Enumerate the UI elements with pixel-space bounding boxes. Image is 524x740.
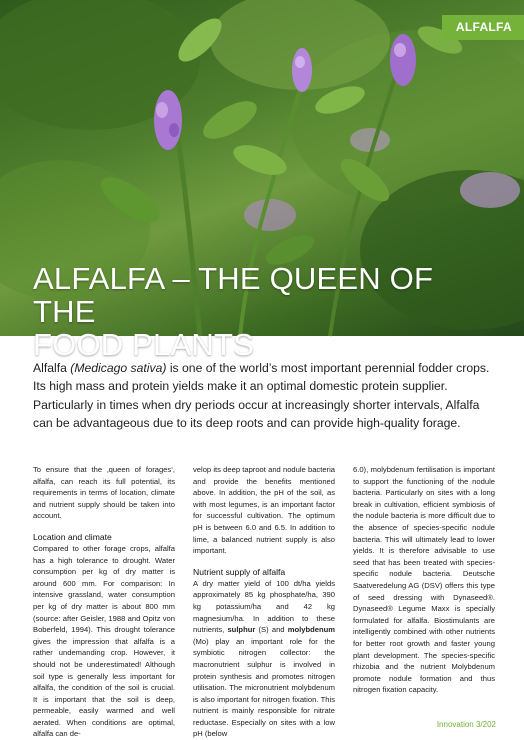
column-3 xyxy=(353,464,495,696)
heading-nutrient-supply: Nutrient supply of alfalfa xyxy=(193,566,286,577)
lead-text-1: Alfalfa xyxy=(33,361,71,376)
title-line-2: FOOD PLANTS xyxy=(33,327,254,362)
column-1 xyxy=(33,464,175,740)
sulphur-term: sulphur xyxy=(227,625,256,635)
lead-text-2: is one of the world’s most important perennial fodder crops. Its high mass and protein yields make it an optimal domestic protein supplier. Particularly in times when dry periods occur at increasingly shorter intervals, Alfalfa can be advantageous due to its deep roots and can provide high-quality forage. xyxy=(33,361,490,431)
column-2 xyxy=(193,464,335,740)
nutrient-text-1: A dry matter yield of 100 dt/ha yields approximately 85 kg phosphate/ha, 390 kg potassium/ha and 42 kg magnesium/ha. In addition to these nutrients, xyxy=(193,578,335,635)
hero-image xyxy=(0,0,524,362)
lead-paragraph xyxy=(33,359,495,432)
intro-paragraph: To ensure that the ‚queen of forages‘, alfalfa, can reach its full potential, its requirements in terms of location, climate and nutrient supply should be taken into account. xyxy=(33,465,175,521)
section-tag: ALFALFA xyxy=(442,15,524,40)
title-line-1: ALFALFA – THE QUEEN OF THE xyxy=(33,261,434,329)
page-footer: Innovation 3/202 xyxy=(436,720,496,729)
location-climate-paragraph: Compared to other forage crops, alfalfa has a high tolerance to drought. Water consumption per kg of dry matter is around 600 mm. For comparison: In intensive grassland, water consumption per kg of dry matter is about 800 mm (source: after Geisler, 1988 and Opitz von Boberfeld, 1994). This drought tolerance gives the impression that alfalfa is a rather undemanding crop. However, it should not be underestimated! Although soil type is generally less important for alfalfa, the condition of the soil is crucial. It is important that the soil is deep, permeable, easily warmed and well aerated. When conditions are optimal, alfalfa can de- xyxy=(33,543,175,739)
nutrient-text-2: (S) and xyxy=(255,625,288,635)
molybdenum-term: molybdenum xyxy=(287,625,335,635)
molybdenum-paragraph: 6.0), molybdenum fertilisation is important to support the functioning of the nodule bacteria. Particularly on sites with a long break in cultivation, efficient symbiosis of the nodule bacteria is more difficult due to the absence of species-specific nodule bacteria. This will ultimately lead to lower yields. It is therefore advisable to use seed that has been treated with species-specific nodule bacteria. Deutsche Saatveredelung AG (DSV) offers this type of seed dressing with Dynaseed®. Dynaseed® Legume Maxx is specially formulated for alfalfa. Biostimulants are intelligently combined with other nutrients for better root growth and faster young plant development. The species-specific rhizobia and the nutrient Molybdenum promote nodule formation and thus nitrogen fixation capacity. xyxy=(353,465,495,695)
latin-name: (Medicago sativa) xyxy=(70,361,167,376)
nutrient-text-3: (Mo) play an important role for the symbiotic nitrogen collector: the macronutrient sulphur is involved in protein synthesis and promotes nitrogen utilisation. The micronutrient molybdenum is also important for nitrogen fixation. This nutrient is mainly responsible for nitrate reductase. Especially on sites with a low pH (below xyxy=(193,636,335,739)
nutrient-paragraph xyxy=(193,578,335,740)
heading-location-climate: Location and climate xyxy=(33,531,112,542)
page-title xyxy=(33,262,503,361)
ph-paragraph: velop its deep taproot and nodule bacteria and provide the benefits mentioned above. In addition, the pH of the soil, as with most legumes, is an important factor for successful cultivation. The optimum pH is between 6.0 and 6.5. In addition to lime, a balanced nutrient supply is also important. xyxy=(193,465,335,556)
